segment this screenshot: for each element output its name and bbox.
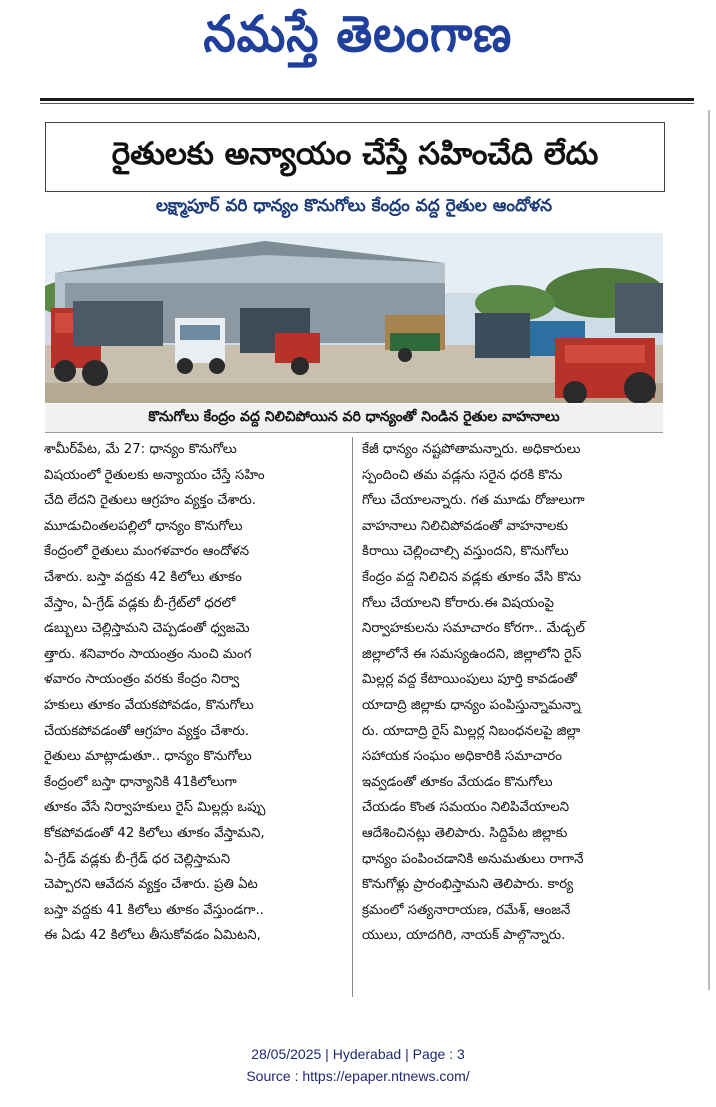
article-text-line: చేయడం కొంత సమయం నిలిపివేయాలని bbox=[362, 800, 570, 816]
article-text-line: కిరాయి చెల్లించాల్సి వస్తుందని, కొనుగోలు bbox=[362, 544, 569, 560]
article-text-line: జిల్లాలోనే ఈ సమస్యఉందని, జిల్లాలోని రైస్ bbox=[362, 646, 582, 662]
article-text-line: రైతులు మాట్లాడుతూ.. ధాన్యం కొనుగోలు bbox=[44, 749, 252, 765]
article-text-line: నిర్వాహకులను సమాచారం కోరగా.. మేడ్చల్ bbox=[362, 621, 585, 637]
article-text-line: ళవారం సాయంత్రం వరకు కేంద్రం నిర్వా bbox=[44, 672, 240, 688]
footer-source: Source : https://epaper.ntnews.com/ bbox=[246, 1068, 470, 1084]
article-text-line: కేంద్రంలో బస్తా ధాన్యానికి 41కిలోలుగా bbox=[44, 774, 237, 790]
newspaper-masthead bbox=[0, 0, 716, 80]
article-text-line: క్రమంలో సత్యనారాయణ, రమేశ్, ఆంజనే bbox=[362, 902, 571, 918]
article-text-line: ఈ ఏడు 42 కిలోలు తీసుకోవడం ఏమిటని, bbox=[44, 928, 261, 944]
article-text-line: కొనుగోళ్లు ప్రారంభిస్తామని తెలిపారు. కార్య bbox=[362, 877, 574, 893]
article-text-line: చేశారు. బస్తా వద్దకు 42 కిలోలు తూకం bbox=[44, 569, 242, 585]
article-text-line: బస్తా వద్దకు 41 కిలోలు తూకం వేస్తుండగా.. bbox=[44, 902, 264, 918]
article-text-line: చేయకపోవడంతో ఆగ్రహం వ్యక్తం చేశారు. bbox=[44, 723, 250, 739]
article-text-line: గోలు చేయాలని కోరారు.ఈ విషయంపై bbox=[362, 595, 554, 611]
column-divider bbox=[352, 437, 353, 997]
warehouse-trucks-illustration bbox=[45, 233, 663, 403]
article-text-line: యాదాద్రి జిల్లాకు ధాన్యం పంపిస్తున్నామన్నా bbox=[362, 697, 581, 713]
article-text-line: మిల్లర్ల వద్ద కేటాయింపులు పూర్తి కావడంతో bbox=[362, 672, 577, 688]
article-text-line: ఏ-గ్రేడ్ వడ్లకు బీ-గ్రేడ్ ధర చెల్లిస్తామని bbox=[44, 851, 231, 867]
article-text-line: వాహనాలు నిలిచిపోవడంతో వాహనాలకు bbox=[362, 518, 568, 534]
masthead-divider-thin bbox=[40, 103, 694, 104]
article-text-line: యులు, యాదగిరి, నాయక్ పాల్గొన్నారు. bbox=[362, 928, 566, 944]
article-subheadline: లక్ష్మాపూర్ వరి ధాన్యం కొనుగోలు కేంద్రం వద్ద రైతుల ఆందోళన bbox=[155, 196, 553, 216]
article-text-line: కోకపోవడంతో 42 కిలోలు తూకం వేస్తామని, bbox=[44, 825, 265, 841]
article-text-line: స్పందించి తమ వడ్లను సరైన ధరకి కొను bbox=[362, 467, 563, 483]
article-text-line: ధాన్యం పంపించడానికి అనుమతులు రాగానే bbox=[362, 851, 584, 867]
article-photo bbox=[45, 233, 663, 403]
article-text-line: శామీర్‌పేట, మే 27: ధాన్యం కొనుగోలు bbox=[44, 442, 237, 457]
article-text-line: రు. యాదాద్రి రైస్ మిల్లర్ల నిబంధనలపై జిల్లా bbox=[362, 723, 581, 739]
article-text-line: చెప్పారని ఆవేదన వ్యక్తం చేశారు. ప్రతి ఏట bbox=[44, 877, 258, 893]
article-text-line: వేస్తాం, ఏ-గ్రేడ్ వడ్లకు బీ-గ్రేట్‌లో ధరలో bbox=[44, 595, 236, 611]
page-footer bbox=[0, 1043, 716, 1087]
headline-box bbox=[45, 122, 665, 192]
article-text-line: తూకం వేసే నిర్వాహకులు రైస్ మిల్లర్లు ఒప్పు bbox=[44, 800, 266, 816]
article-column-right bbox=[362, 437, 662, 949]
article-text-line: విషయంలో రైతులకు అన్యాయం చేస్తే సహిం bbox=[44, 467, 265, 483]
article-headline: రైతులకు అన్యాయం చేస్తే సహించేది లేదు bbox=[111, 135, 599, 172]
article-text-line: గోలు చేయాలన్నారు. గత మూడు రోజులుగా bbox=[362, 493, 585, 509]
article-text-line: కేజీ ధాన్యం నష్టపోతామన్నారు. అధికారులు bbox=[362, 442, 581, 457]
footer-date-page: 28/05/2025 | Hyderabad | Page : 3 bbox=[251, 1046, 465, 1062]
page-edge-rule bbox=[708, 110, 710, 990]
article-text-line: చేది లేదని రైతులు ఆగ్రహం వ్యక్తం చేశారు. bbox=[44, 493, 256, 509]
article-text-line: ఇవ్వడంతో తూకం వేయడం కొనుగోలు bbox=[362, 774, 553, 790]
masthead-title: నమస్తే తెలంగాణ bbox=[203, 4, 513, 63]
article-text-line: సహాయక సంఘం అధికారికి సమాచారం bbox=[362, 749, 563, 765]
article-text-line: కేంద్రం వద్ద నిలిచిన వడ్లకు తూకం వేసి కొను bbox=[362, 569, 582, 585]
article-text-line: హకులు తూకం వేయకపోవడం, కొనుగోలు bbox=[44, 697, 254, 713]
article-text-line: కేంద్రంలో రైతులు మంగళవారం ఆందోళన bbox=[44, 544, 250, 560]
photo-caption: కొనుగోలు కేంద్రం వద్ద నిలిచిపోయిన వరి ధాన్యంతో నిండిన రైతుల వాహనాలు bbox=[45, 404, 663, 433]
article-text-line: ఆదేశించినట్లు తెలిపారు. సిద్దిపేట జిల్లాకు bbox=[362, 825, 568, 841]
masthead-divider bbox=[40, 98, 694, 101]
article-text-line: డబ్బులు చెల్లిస్తామని చెప్పడంతో ధ్వజమె bbox=[44, 621, 250, 637]
article-column-left bbox=[44, 437, 344, 949]
article-text-line: త్తారు. శనివారం సాయంత్రం నుంచి మంగ bbox=[44, 646, 252, 662]
article-text-line: మూడుచింతలపల్లిలో ధాన్యం కొనుగోలు bbox=[44, 518, 243, 534]
